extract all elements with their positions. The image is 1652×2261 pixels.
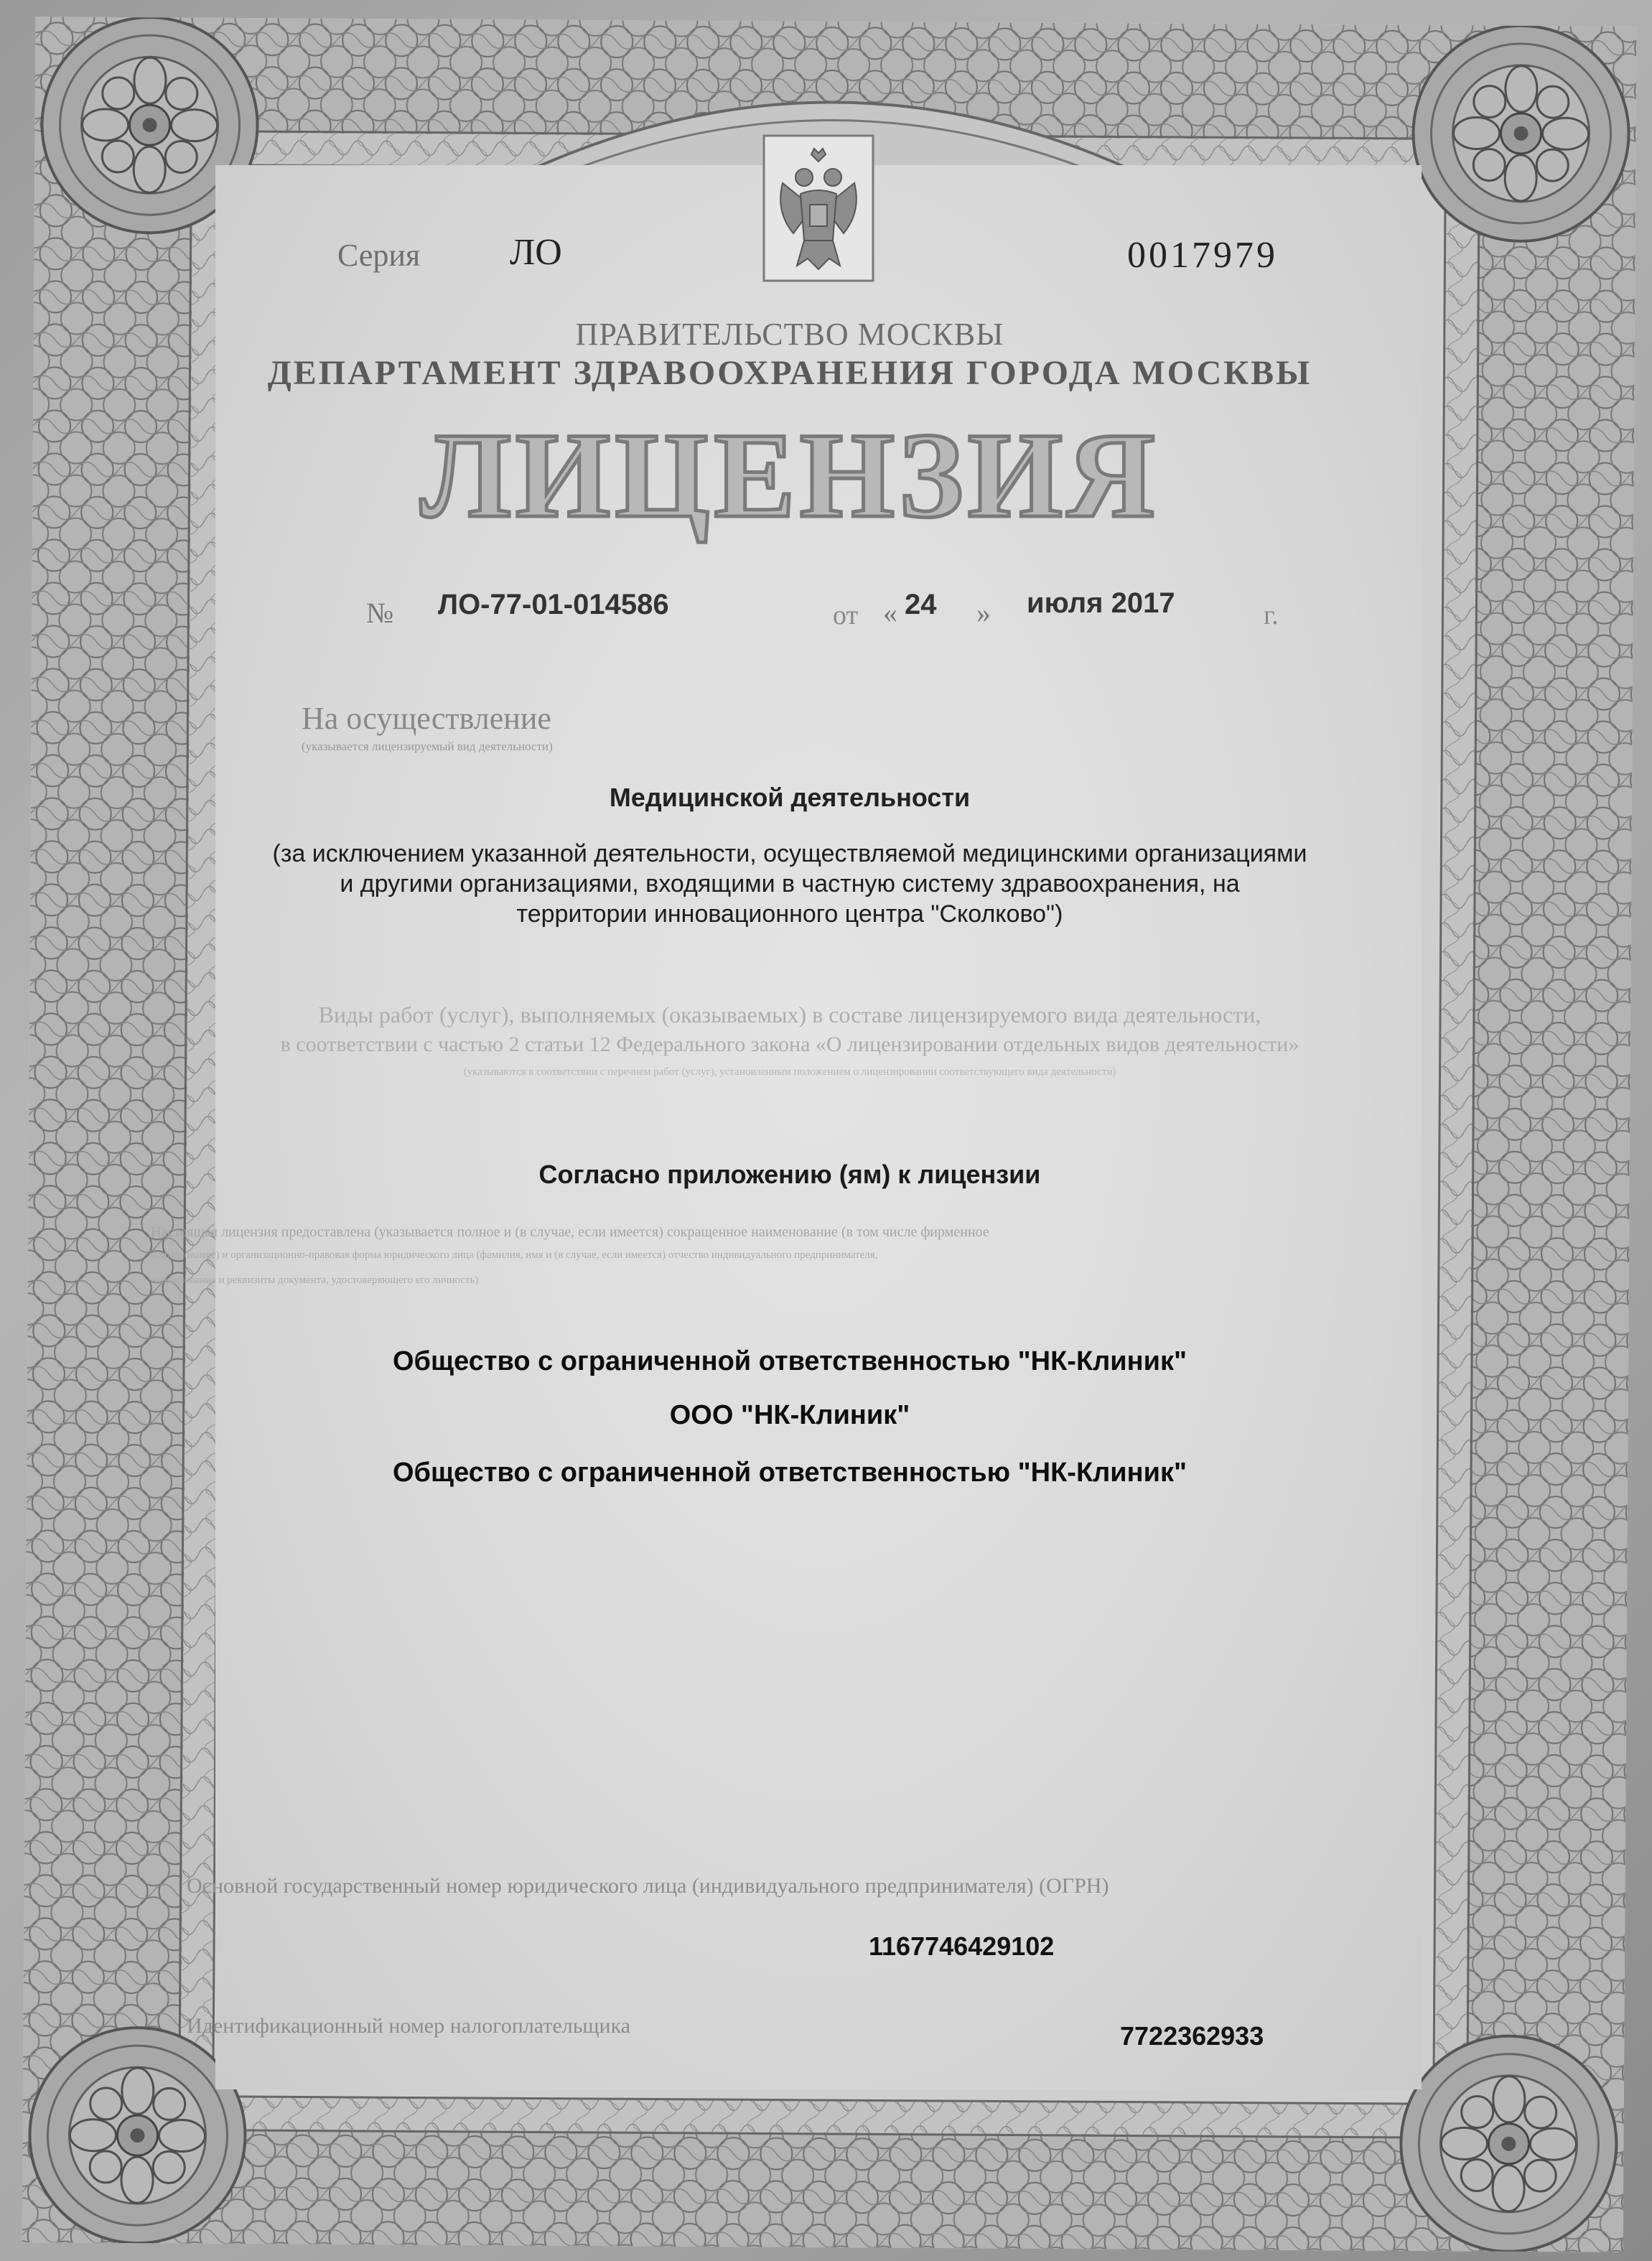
activity-name: Медицинской деятельности [609, 783, 971, 812]
works-caption: (указываются в соответствии с перечнем работ (услуг), установленным положением о лицензировании соответствующего вида деятельности) [463, 1066, 1116, 1078]
form-number: 0017979 [1127, 235, 1278, 276]
department-name: ДЕПАРТАМЕНТ ЗДРАВООХРАНЕНИЯ ГОРОДА МОСКВЫ [267, 354, 1312, 392]
holder-intro-line-3: наименование и реквизиты документа, удостоверяющего его личность) [151, 1274, 479, 1286]
activity-label: На осуществление [302, 701, 551, 736]
series-label: Серия [337, 238, 421, 273]
activity-exclusion-line-1: (за исключением указанной деятельности, осуществляемой медицинскими организациями [272, 840, 1307, 867]
activity-exclusion-line-3: территории инновационного центра "Сколково") [516, 900, 1063, 928]
quote-close: » [976, 597, 991, 629]
inn-label: Идентификационный номер налогоплательщика [187, 2014, 631, 2038]
document-body [151, 165, 1422, 2089]
ogrn-value: 1167746429102 [869, 1931, 1055, 1961]
inn-value: 7722362933 [1120, 2021, 1264, 2051]
activity-label-caption: (указывается лицензируемый вид деятельности) [302, 740, 553, 753]
russian-coat-of-arms-icon [761, 133, 876, 284]
works-description-line-1: Виды работ (услуг), выполняемых (оказываемых) в составе лицензируемого вида деятельности, [318, 1002, 1261, 1027]
quote-open: « [883, 597, 897, 629]
activity-exclusion-line-2: и другими организациями, входящими в частную систему здравоохранения, на [340, 870, 1240, 898]
works-value: Согласно приложению (ям) к лицензии [538, 1160, 1041, 1189]
government-name: ПРАВИТЕЛЬСТВО МОСКВЫ [575, 317, 1004, 352]
holder-short-name: ООО "НК-Клиник" [669, 1400, 910, 1430]
year-suffix: г. [1264, 600, 1279, 630]
holder-full-name: Общество с ограниченной ответственностью "НК-Клиник" [392, 1346, 1187, 1376]
license-day: 24 [905, 589, 937, 620]
page-title: ЛИЦЕНЗИЯ [420, 408, 1159, 543]
holder-brand-name: Общество с ограниченной ответственностью "НК-Клиник" [392, 1458, 1187, 1488]
license-number: ЛО-77-01-014586 [438, 589, 669, 620]
ogrn-label: Основной государственный номер юридического лица (индивидуального предпринимателя) (ОГРН) [187, 1874, 1109, 1898]
date-from-label: от [833, 600, 859, 630]
holder-intro-line-2: наименование) и организационно-правовая форма юридического лица (фамилия, имя и (в случае, если имеется) отчество индивидуального предпринимателя, [151, 1249, 878, 1261]
license-number-label: № [366, 597, 394, 629]
holder-intro-line-1: Настоящая лицензия предоставлена (указывается полное и (в случае, если имеется) сокращенное наименование (в том числе фирменное [151, 1224, 989, 1240]
license-month-year: июля 2017 [1027, 587, 1175, 619]
series-value: ЛО [510, 232, 562, 273]
works-description-line-2: в соответствии с частью 2 статьи 12 Федерального закона «О лицензировании отдельных видов деятельности» [280, 1032, 1299, 1056]
